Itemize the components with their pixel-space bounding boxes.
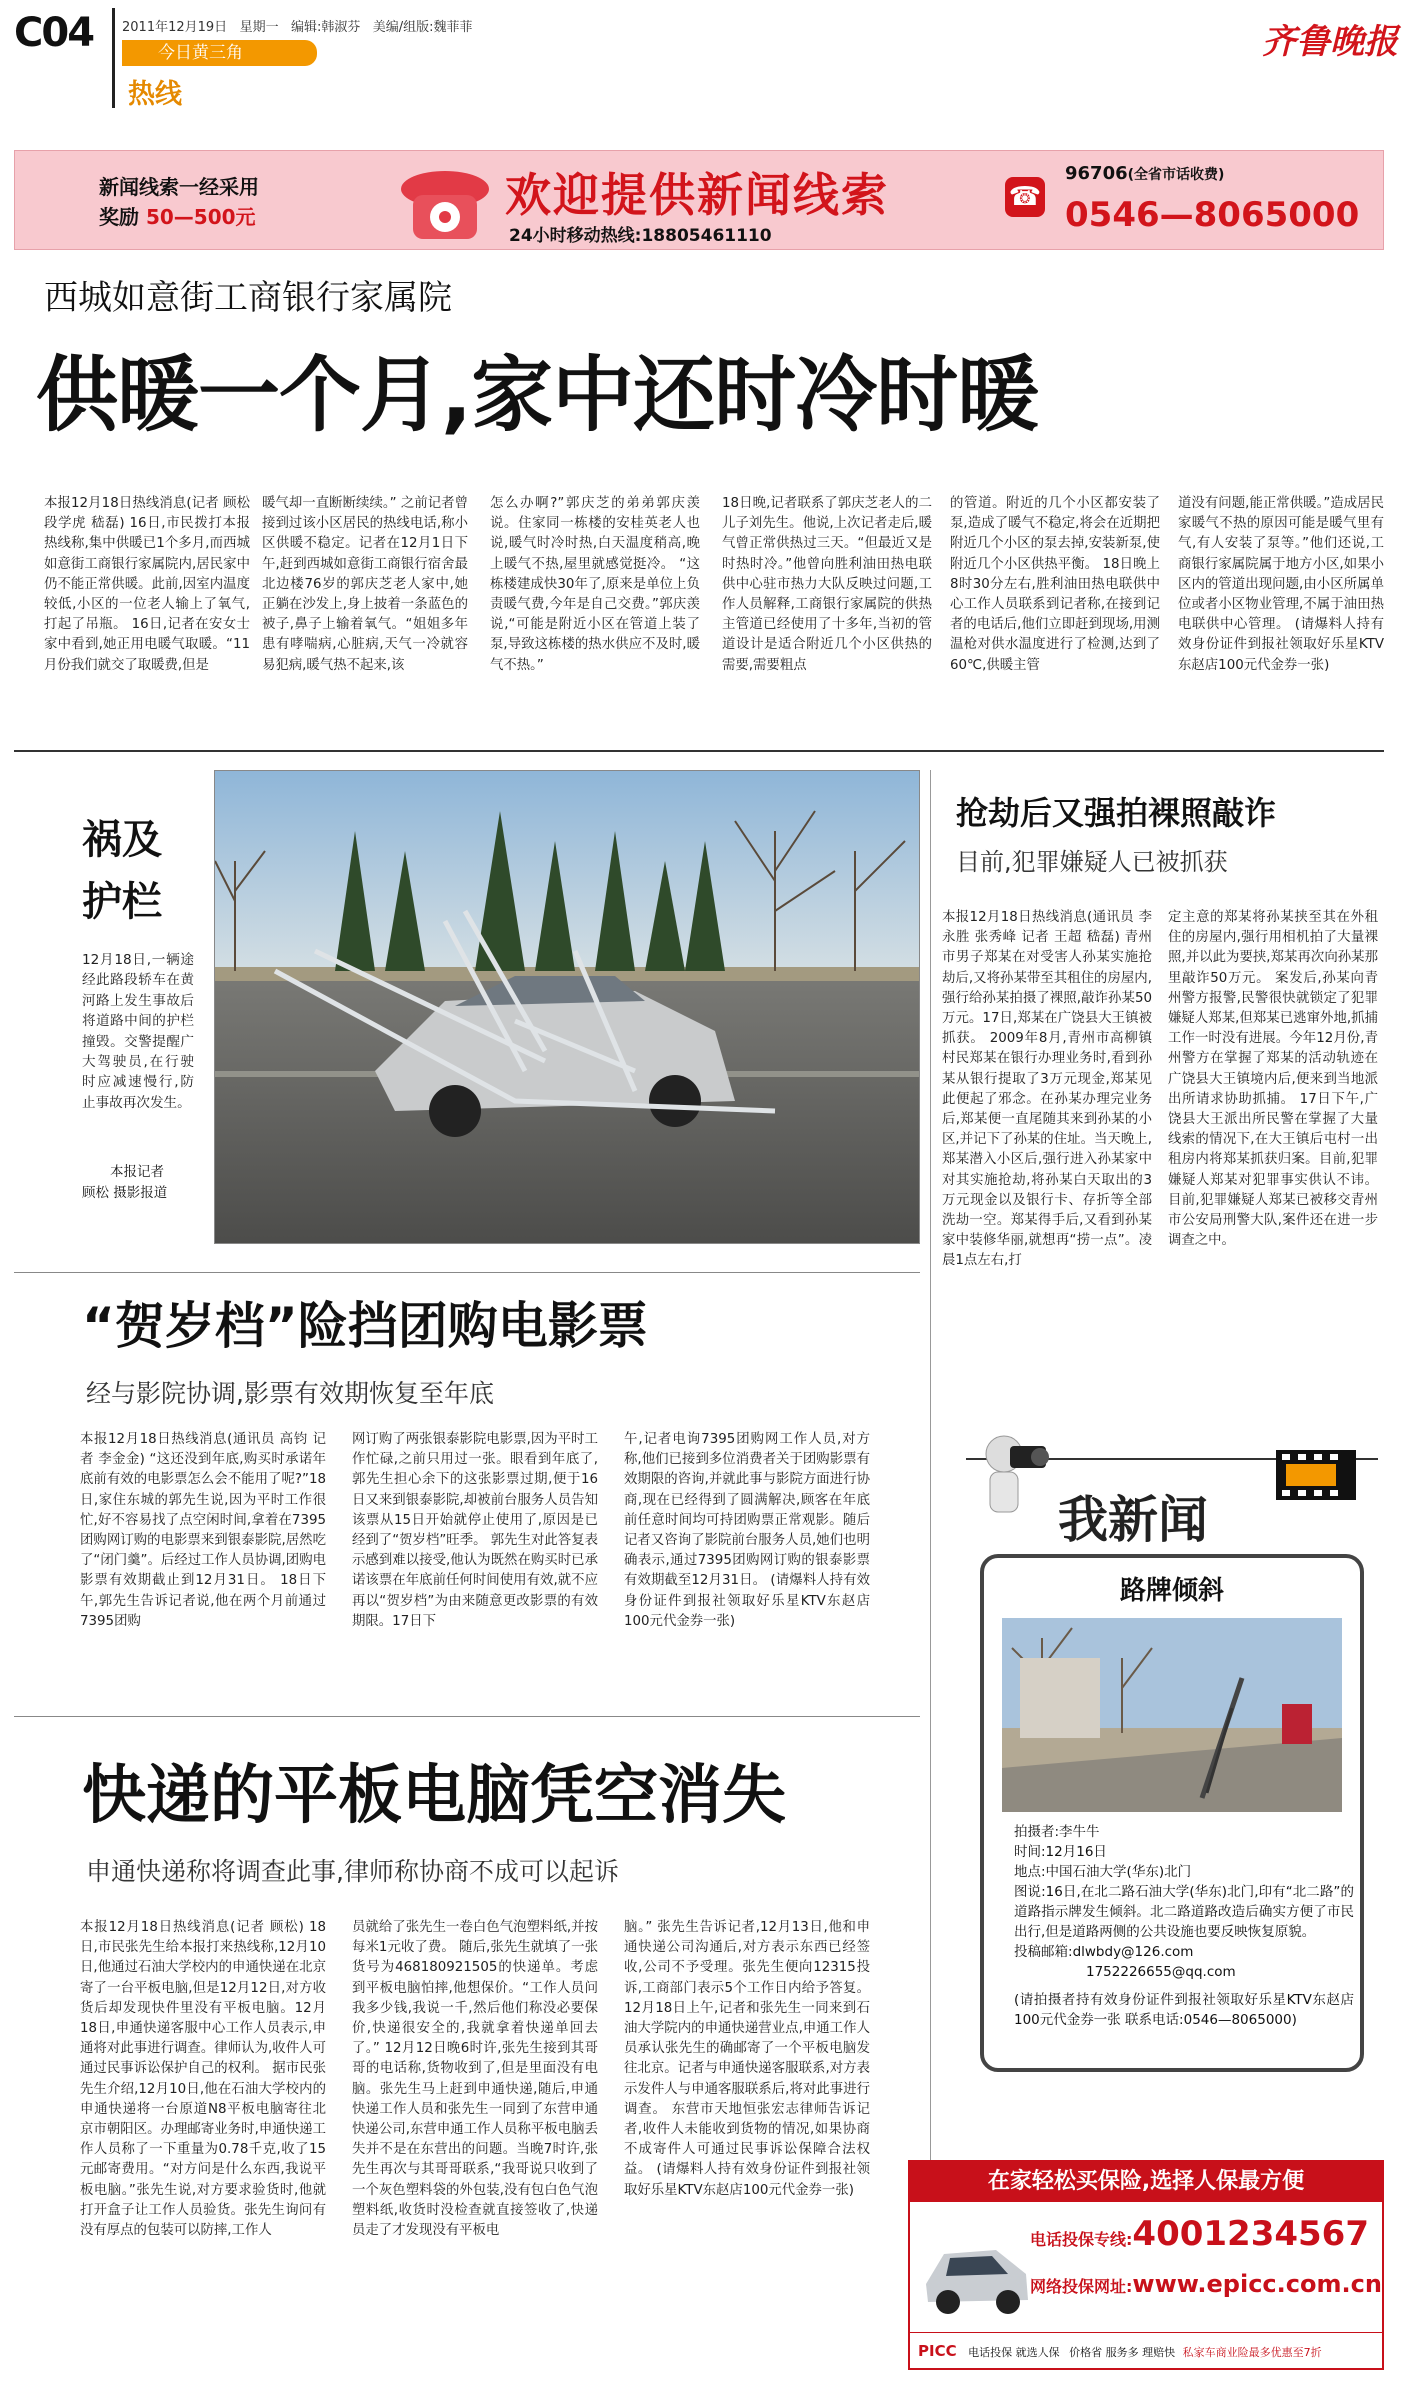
landline-top [1065, 163, 1224, 184]
divider [14, 1716, 920, 1717]
story3-subhead: 经与影院协调,影票有效期恢复至年底 [86, 1379, 494, 1408]
ad-phone-label: 电话投保专线: [1030, 2230, 1133, 2249]
section-title: 热线 [128, 79, 182, 110]
wo-xinwen-footer: (请拍摄者持有效身份证件到报社领取好乐星KTV东赵店100元代金券一张 联系电话:0546—8065000) [1014, 1992, 1354, 2028]
story1-kicker: 西城如意街工商银行家属院 [44, 278, 452, 318]
story4-headline: 快递的平板电脑凭空消失 [82, 1759, 786, 1833]
photo-story-title-1: 祸及 [82, 817, 162, 863]
road-sign-photo [1002, 1618, 1342, 1812]
ad-phone-line [1030, 2214, 1369, 2254]
ad-web-label: 网络投保网址: [1030, 2277, 1133, 2296]
photo-place: 地点:中国石油大学(华东)北门 [1014, 1864, 1192, 1880]
landline-note: (全省市话收费) [1127, 167, 1225, 183]
photo-credit-2: 顾松 摄影报道 [82, 1185, 168, 1201]
telephone-icon [395, 155, 495, 247]
story4-col-1: 本报12月18日热线消息(记者 顾松) 18日,市民张先生给本报打来热线称,12月10日,他通过石油大学校内的申通快递在北京寄了一台平板电脑,但是12月12日,对方收货后却发现快件里没有平板电脑。12月18日,申通快递客服中心工作人员表示,申通将对此事进行调查。律师认为,收件人可通过民事诉讼保护自己的权利。 据市民张先生介绍,12月10日,他在石油大学校内的申通快递将一台原道N8平板电脑寄往北京市朝阳区。办理邮寄业务时,申通快递工作人员称了一下重量为0.78千克,收了15元邮寄费用。“对方问是什么东西,我说平板电脑。”张先生说,对方要求验货时,他就打开盒子让工作人员验货。张先生询问有没有厚点的包装可以防摔,工作人 [80, 1920, 326, 2239]
picc-logo: PICC [918, 2342, 957, 2360]
camera-figure-icon [970, 1428, 1054, 1528]
story1-col-5: 的管道。附近的几个小区都安装了泵,造成了暖气不稳定,将会在近期把附近几个小区的泵去掉,安装新泵,使附近几个小区供热平衡。 18日晚上8时30分左右,胜利油田热电联供中心工作人员联系到记者称,在接到记者的电话后,他们立即赶到现场,用测温枪对供水温度进行了检测,达到了60℃,供暖主管 [950, 496, 1160, 673]
photographer: 拍摄者:李牛牛 [1014, 1824, 1100, 1840]
story1-col-4: 18日晚,记者联系了郭庆芝老人的二儿子刘先生。他说,上次记者走后,暖气曾正常供热过三天。“但最近又是时热时冷。”他曾向胜利油田热电联供中心驻市热力大队反映过问题,工作人员解释,工商银行家属院的供热主管道已经使用了十多年,当初的管道设计是适合附近几个小区供热的需要,需要粗点 [722, 496, 932, 673]
ad-web-line [1030, 2270, 1382, 2298]
car-icon [916, 2214, 1036, 2324]
page-number: C04 [14, 10, 94, 56]
accident-photo [214, 770, 920, 1244]
story2-col-1: 本报12月18日热线消息(通讯员 李永胜 张秀峰 记者 王超 嵇磊) 青州市男子郑某在对受害人孙某实施抢劫后,又将孙某带至其租住的房屋内,强行给孙某拍摄了裸照,敲诈孙某50万元。17日,郑某在广饶县大王镇被抓获。 2009年8月,青州市高柳镇村民郑某在银行办理业务时,看到孙某从银行提取了3万元现金,郑某见此便起了邪念。在孙某办理完业务后,郑某便一直尾随其来到孙某的小区,并记下了孙某的住址。当天晚上,郑某潜入小区后,强行进入孙某家中对其实施抢劫,将孙某白天取出的3万元现金以及银行卡、存折等全部洗劫一空。郑某得手后,又看到孙某家中装修华丽,就想再“捞一点”。凌晨1点左右,打 [942, 910, 1152, 1269]
email-address[interactable]: dlwbdy@126.com [1072, 1944, 1194, 1960]
section-tag: 今日黄三角 [122, 40, 317, 66]
story3-col-2: 网订购了两张银泰影院电影票,因为平时工作忙碌,之前只用过一张。眼看到年底了,郭先生担心余下的这张影票过期,便于16日又来到银泰影院,却被前台服务人员告知该票从15日开始就停止使用了,原因是已经到了“贺岁档”旺季。 郭先生对此答复表示感到难以接受,他认为既然在购买时已承诺该票在年底前任何时间使用有效,就不应再以“贺岁档”为由来随意更改影票的有效期限。17日下 [352, 1432, 598, 1629]
wo-xinwen-meta [1014, 1822, 1354, 2030]
wo-xinwen-subtitle: 路牌倾斜 [1119, 1576, 1224, 1606]
mobile-hotline-number: 18805461110 [641, 226, 772, 246]
ad-footer [910, 2332, 1382, 2368]
story4-subhead: 申通快递称将调查此事,律师称协商不成可以起诉 [86, 1857, 619, 1886]
photo-story-title-2: 护栏 [82, 879, 162, 925]
landline-prefix: 96706 [1065, 163, 1128, 184]
divider [14, 750, 1384, 752]
story2-subhead: 目前,犯罪嫌疑人已被抓获 [956, 848, 1228, 876]
designer: 美编/组版:魏菲菲 [372, 20, 473, 35]
insurance-ad [908, 2160, 1384, 2370]
reward-amount: 50—500元 [145, 205, 256, 229]
story1-col-1: 本报12月18日热线消息(记者 顾松 段学虎 嵇磊) 16日,市民拨打本报热线称,集中供暖已1个多月,而西城如意街工商银行家属院内,居民家中仍不能正常供暖。此前,因室内温度较低,小区的一位老人输上了氧气,打起了吊瓶。 16日,记者在安女士家中看到,她正用电暖气取暖。“11月份我们就交了取暖费,但是 [44, 496, 250, 673]
email-line-2[interactable]: 1752226655@qq.com [1086, 1964, 1236, 1980]
film-strip-icon [1266, 1440, 1366, 1510]
story3-col-1: 本报12月18日热线消息(通讯员 高钧 记者 李金金) “这还没到年底,购买时承诺年底前有效的电影票怎么会不能用了呢?”18日,家住东城的郭先生说,因为平时工作很忙,好不容易找了点空闲时间,拿着在7395团购网订购的电影票来到银泰影院,居然吃了“闭门羹”。后经过工作人员协调,团购电影票有效期截止到12月31日。 18日下午,郭先生告诉记者说,他在两个月前通过7395团购 [80, 1432, 326, 1629]
landline-phone-icon: ☎ [1005, 177, 1045, 217]
ad-web-url[interactable]: www.epicc.com.cn [1132, 2270, 1382, 2298]
ad-footer-item: 电话投保 [968, 2346, 1013, 2359]
header-divider [112, 8, 115, 108]
story1-col-6: 道没有问题,能正常供暖。”造成居民家暖气不热的原因可能是暖气里有气,有人安装了泵等。”他们还说,工商银行家属院属于地方小区,如果小区内的管道出现问题,由小区所属单位或者小区物业管理,不属于油田热电联供中心管理。 (请爆料人持有效身份证件到报社领取好乐星KTV东赵店100元代金券一张) [1178, 496, 1384, 673]
story1-headline: 供暖一个月,家中还时冷时暖 [36, 348, 1039, 443]
ad-footer-item: 价格省 [1069, 2346, 1103, 2359]
email-line [1014, 1942, 1354, 1962]
header-info [122, 16, 473, 35]
email-label: 投稿邮箱: [1014, 1944, 1073, 1960]
photo-time: 时间:12月16日 [1014, 1844, 1107, 1860]
wo-xinwen-box [966, 1458, 1378, 2080]
ad-slogan: 在家轻松买保险,选择人保最方便 [910, 2162, 1382, 2202]
ad-footer-item: 理赔快 [1142, 2346, 1176, 2359]
story1-col-2: 暖气却一直断断续续。” 之前记者曾接到过该小区居民的热线电话,称小区供暖不稳定。记者在12月1日下午,赶到西城如意街工商银行宿舍最北边楼76岁的郭庆芝老人家中,她正躺在沙发上,身上披着一条蓝色的被子,鼻子上输着氧气。“姐姐多年患有哮喘病,心脏病,天气一冷就容易犯病,暖气热不起来,该 [262, 496, 468, 673]
story1-col-3: 怎么办啊?”郭庆芝的弟弟郭庆羡说。住家同一栋楼的安桂英老人也说,暖气时冷时热,白天温度稍高,晚上暖气不热,屋里就感觉挺冷。 “这栋楼建成快30年了,原来是单位上负责暖气费,今年是自己交费。”郭庆羡说,“可能是附近小区在管道上装了泵,导致这栋楼的热水供应不及时,暖气不热。” [490, 496, 700, 673]
photo-story-caption: 12月18日,一辆途经此路段轿车在黄河路上发生事故后将道路中间的护栏撞毁。交警提醒广大驾驶员,在行驶时应减速慢行,防止事故再次发生。 [82, 952, 194, 1111]
date: 2011年12月19日 [122, 20, 228, 35]
divider [14, 1272, 920, 1273]
weekday: 星期一 [239, 20, 279, 35]
reward-line1: 新闻线索一经采用 [99, 175, 259, 199]
ad-footer-item: 就选人保 [1015, 2346, 1060, 2359]
news-tip-banner [14, 150, 1384, 250]
mobile-hotline [509, 221, 772, 246]
story4-col-3: 脑。” 张先生告诉记者,12月13日,他和申通快递公司沟通后,对方表示东西已经签收,公司不予受理。张先生便向12315投诉,工商部门表示5个工作日内给予答复。 12月18日上午,记者和张先生一同来到石油大学院内的申通快递营业点,申通工作人员承认张先生的确邮寄了一个平板电脑发往北京。记者与申通快递客服联系,对方表示发件人与申通客服联系后,将对此事进行调查。 东营市天地恒张宏志律师告诉记者,收件人未能收到货物的情况,如果协商不成寄件人可通过民事诉讼保障合法权益。 (请爆料人持有效身份证件到报社领取好乐星KTV东赵店100元代金券一张) [624, 1920, 870, 2198]
photo-credit-1: 本报记者 [110, 1164, 164, 1180]
ad-footer-note: 私家车商业险最多优惠至7折 [1182, 2346, 1322, 2359]
story2-col-2: 定主意的郑某将孙某挟至其在外租住的房屋内,强行用相机拍了大量裸照,并以此为要挟,郑某再次向孙某那里敲诈50万元。 案发后,孙某向青州警方报警,民警很快就锁定了犯罪嫌疑人郑某,但郑某已逃窜外地,抓捕工作一时没有进展。今年12月份,青州警方在掌握了郑某的活动轨迹在广饶县大王镇境内后,便来到当地派出所请求协助抓捕。 17日下午,广饶县大王派出所民警在掌握了大量线索的情况下,在大王镇后屯村一出租房内将郑某抓获归案。目前,犯罪嫌疑人郑某对犯罪事实供认不讳。目前,犯罪嫌疑人郑某已被移交青州市公安局刑警大队,案件还在进一步调查之中。 [1168, 910, 1378, 1249]
paper-name: 齐鲁晚报 [1262, 22, 1398, 62]
wo-xinwen-inner [980, 1554, 1364, 2072]
editor: 编辑:韩淑芬 [291, 20, 361, 35]
reward-line2 [99, 201, 256, 230]
ad-phone-number[interactable]: 4001234567 [1132, 2214, 1369, 2254]
banner-title: 欢迎提供新闻线索 [505, 168, 889, 222]
wo-xinwen-title: 我新闻 [1058, 1491, 1208, 1549]
reward-label: 奖励 [99, 205, 139, 229]
story3-col-3: 午,记者电询7395团购网工作人员,对方称,他们已接到多位消费者关于团购影票有效期限的咨询,并就此事与影院方面进行协商,现在已经得到了圆满解决,顾客在年底前任意时间均可持团购票正常观影。随后记者又咨询了影院前台服务人员,她们也明确表示,通过7395团购网订购的银泰影票有效期截至12月31日。 (请爆料人持有效身份证件到报社领取好乐星KTV东赵店100元代金券一张) [624, 1432, 870, 1629]
vertical-divider [930, 770, 931, 2370]
ad-footer-item: 服务多 [1105, 2346, 1139, 2359]
story2-headline: 抢劫后又强拍裸照敲诈 [956, 794, 1277, 832]
mobile-hotline-label: 24小时移动热线: [509, 226, 642, 246]
story4-col-2: 员就给了张先生一卷白色气泡塑料纸,并按每米1元收了费。 随后,张先生就填了一张货号为468180921505的快递单。考虑到平板电脑怕摔,他想保价。“工作人员问我多少钱,我说一千,然后他们称没必要保价,快递很安全的,我就拿着快递单回去了。” 12月12日晚6时许,张先生接到其哥哥的电话称,货物收到了,但是里面没有电脑。张先生马上赶到申通快递,随后,申通快递工作人员和张先生一同到了东营申通快递公司,东营申通工作人员称平板电脑丢失并不是在东营出的问题。当晚7时许,张先生再次与其哥哥联系,“我哥说只收到了一个灰色塑料袋的外包装,没有包白色气泡塑料纸,收货时没检查就直接签收了,快递员走了才发现没有平板电 [352, 1920, 598, 2239]
landline-number: 0546—8065000 [1065, 195, 1360, 235]
photo-description: 图说:16日,在北二路石油大学(华东)北门,印有“北二路”的道路指示牌发生倾斜。北二路道路改造后确实方便了市民出行,但是道路两侧的公共设施也要反映恢复原貌。 [1014, 1884, 1354, 1940]
story3-headline: “贺岁档”险挡团购电影票 [82, 1297, 648, 1355]
